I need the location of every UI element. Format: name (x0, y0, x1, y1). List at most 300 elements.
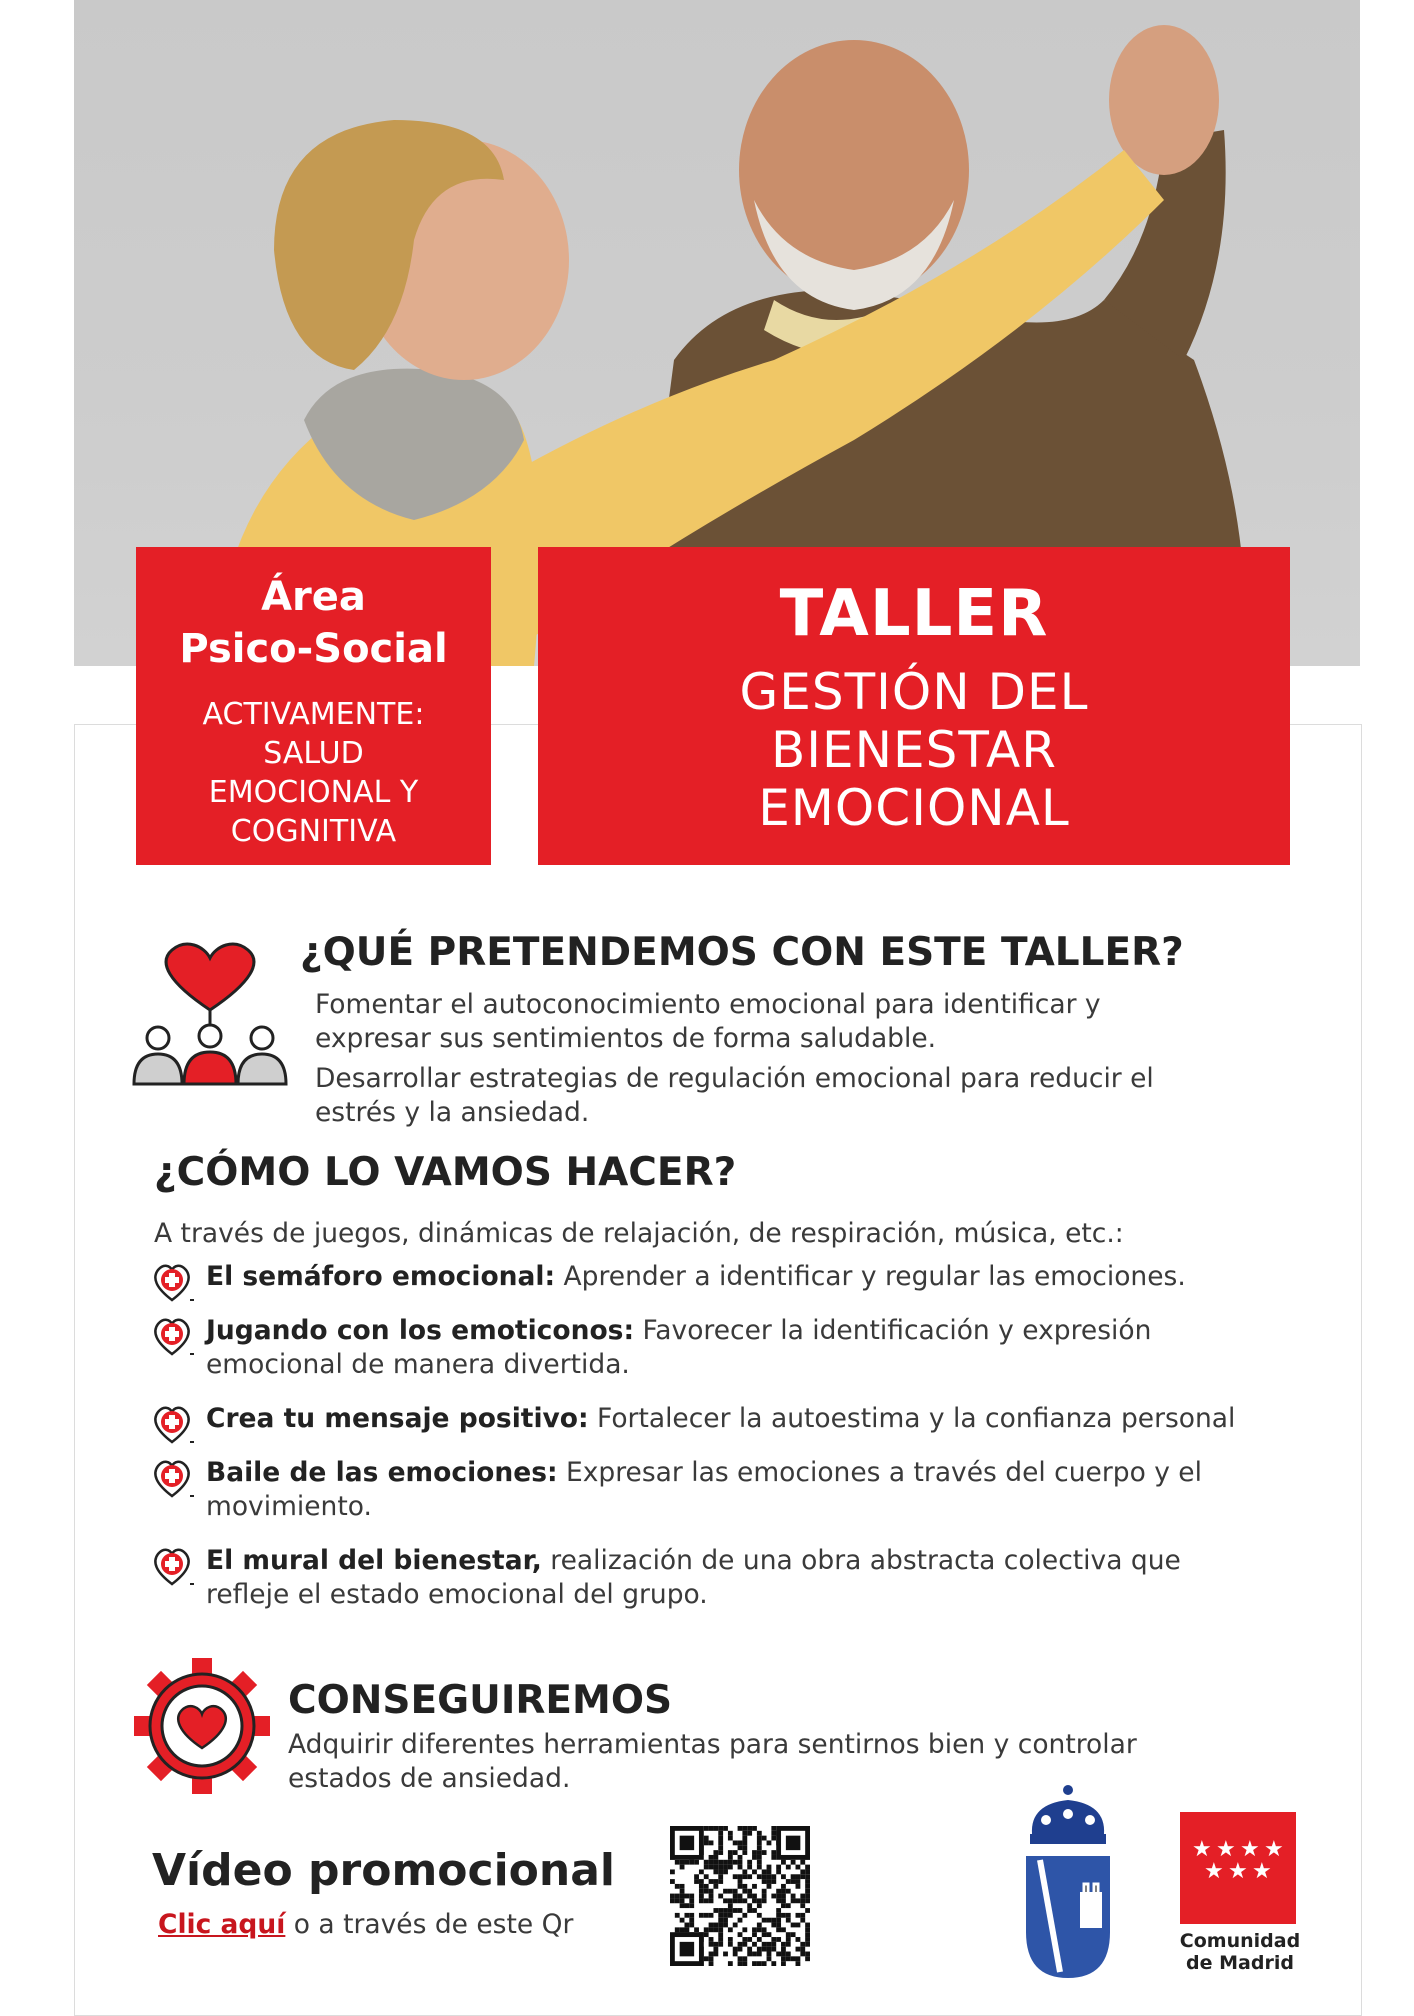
qr-module (723, 1826, 728, 1831)
qr-module (718, 1874, 723, 1879)
qr-module (713, 1947, 718, 1952)
comunidad-madrid-logo (1180, 1812, 1296, 1924)
qr-module (767, 1865, 772, 1870)
qr-module (718, 1937, 723, 1942)
qr-module (742, 1850, 747, 1855)
video-link[interactable]: Clic aquí (158, 1909, 286, 1940)
qr-code[interactable] (670, 1826, 810, 1966)
qr-module (680, 1898, 685, 1903)
qr-module (738, 1874, 743, 1879)
qr-module (738, 1932, 743, 1937)
svg-text:★: ★ (1252, 1859, 1272, 1884)
qr-module (738, 1884, 743, 1889)
qr-module (781, 1947, 786, 1952)
qr-module (771, 1947, 776, 1952)
qr-module (684, 1913, 689, 1918)
qr-module (762, 1879, 767, 1884)
qr-module (757, 1855, 762, 1860)
qr-module (680, 1942, 694, 1956)
qr-module (733, 1850, 738, 1855)
qr-module (689, 1903, 694, 1908)
qr-module (733, 1898, 738, 1903)
qr-module (709, 1913, 714, 1918)
activity-description: Aprender a identificar y regular las emociones. (555, 1261, 1186, 1292)
qr-module (738, 1961, 743, 1966)
qr-module (713, 1927, 718, 1932)
qr-module (776, 1865, 781, 1870)
qr-module (800, 1869, 805, 1874)
qr-module (728, 1889, 733, 1894)
qr-module (800, 1913, 805, 1918)
qr-module (752, 1952, 757, 1957)
qr-module (680, 1836, 694, 1850)
qr-module (776, 1952, 781, 1957)
comunidad-madrid-name (1166, 1930, 1314, 1974)
qr-module (728, 1903, 733, 1908)
qr-module (709, 1894, 714, 1899)
qr-module (752, 1855, 757, 1860)
qr-module (752, 1932, 757, 1937)
svg-text:★: ★ (1216, 1837, 1236, 1862)
qr-module (747, 1865, 752, 1870)
area-title (136, 571, 491, 675)
activity-item (150, 1544, 1330, 1612)
area-subtitle-line: EMOCIONAL Y (208, 775, 419, 810)
area-subtitle-line: COGNITIVA (230, 814, 397, 849)
qr-module (738, 1826, 743, 1831)
qr-module (796, 1923, 801, 1928)
qr-module (786, 1956, 791, 1961)
qr-module (713, 1908, 718, 1913)
qr-module (728, 1927, 733, 1932)
qr-module (713, 1884, 718, 1889)
qr-module (718, 1942, 723, 1947)
activity-description: Fortalecer la autoestima y la confianza personal (588, 1403, 1236, 1434)
qr-module (675, 1898, 680, 1903)
qr-module (747, 1908, 752, 1913)
video-rest-text: o a través de este Qr (285, 1909, 574, 1940)
qr-module (709, 1865, 714, 1870)
svg-text:★: ★ (1204, 1859, 1224, 1884)
qr-module (805, 1884, 810, 1889)
qr-module (781, 1942, 786, 1947)
qr-module (675, 1913, 680, 1918)
qr-module (689, 1860, 694, 1865)
qr-module (718, 1913, 723, 1918)
qr-module (762, 1850, 767, 1855)
conseguiremos-line: Adquirir diferentes herramientas para sentirnos bien y controlar (288, 1729, 1137, 1760)
qr-module (747, 1894, 752, 1899)
qr-module (738, 1956, 743, 1961)
heart-cross-icon (150, 1402, 194, 1446)
qr-module (709, 1826, 714, 1831)
qr-module (800, 1942, 805, 1947)
qr-module (704, 1826, 709, 1831)
qr-module (757, 1898, 762, 1903)
qr-module (738, 1947, 743, 1952)
qr-module (786, 1918, 791, 1923)
qr-module (752, 1869, 757, 1874)
qr-module (786, 1865, 791, 1870)
qr-module (738, 1860, 743, 1865)
qr-module (670, 1894, 675, 1899)
qr-module (752, 1961, 757, 1966)
qr-module (718, 1860, 723, 1865)
qr-module (699, 1894, 704, 1899)
qr-module (718, 1831, 723, 1836)
qr-module (791, 1956, 796, 1961)
que-pretendemos-title: ¿QUÉ PRETENDEMOS CON ESTE TALLER? (300, 930, 1184, 975)
qr-module (786, 1932, 791, 1937)
qr-module (723, 1889, 728, 1894)
qr-module (781, 1874, 786, 1879)
qr-module (767, 1942, 772, 1947)
qr-module (776, 1908, 781, 1913)
qr-module (762, 1932, 767, 1937)
qr-module (675, 1860, 680, 1865)
madrid-name-line: de Madrid (1186, 1952, 1294, 1974)
qr-module (718, 1826, 723, 1831)
qr-module (757, 1961, 762, 1966)
qr-module (776, 1937, 781, 1942)
qr-module (713, 1942, 718, 1947)
qr-module (771, 1831, 776, 1836)
qr-module (747, 1947, 752, 1952)
activity-description: Favorecer la identificación y expresión (634, 1315, 1152, 1346)
qr-module (800, 1894, 805, 1899)
qr-module (781, 1884, 786, 1889)
qr-module (704, 1898, 709, 1903)
taller-subtitle-line: EMOCIONAL (758, 779, 1070, 837)
qr-module (767, 1952, 772, 1957)
qr-module (684, 1903, 689, 1908)
qr-module (728, 1855, 733, 1860)
qr-module (723, 1918, 728, 1923)
qr-module (752, 1850, 757, 1855)
qr-module (684, 1927, 689, 1932)
qr-module (752, 1898, 757, 1903)
video-line (158, 1908, 573, 1942)
qr-module (762, 1874, 767, 1879)
qr-module (796, 1874, 801, 1879)
activity-name: Crea tu mensaje positivo: (206, 1403, 589, 1434)
activity-item (150, 1456, 1330, 1524)
qr-module (767, 1932, 772, 1937)
que-line: expresar sus sentimientos de forma saludable. (315, 1023, 937, 1054)
qr-module (771, 1850, 776, 1855)
qr-module (771, 1923, 776, 1928)
qr-module (781, 1956, 786, 1961)
qr-module (757, 1840, 762, 1845)
qr-module (762, 1889, 767, 1894)
qr-module (723, 1908, 728, 1913)
qr-module (742, 1913, 747, 1918)
qr-module (733, 1860, 738, 1865)
qr-module (757, 1952, 762, 1957)
conseguiremos-text (288, 1728, 1308, 1796)
qr-module (709, 1942, 714, 1947)
taller-subtitle-line: BIENESTAR (771, 721, 1057, 779)
qr-module (791, 1894, 796, 1899)
que-paragraph (315, 1062, 1265, 1130)
qr-module (747, 1831, 752, 1836)
que-line: estrés y la ansiedad. (315, 1097, 590, 1128)
qr-module (742, 1889, 747, 1894)
qr-module (680, 1918, 685, 1923)
madrid-name-line: Comunidad (1179, 1930, 1301, 1952)
qr-module (757, 1836, 762, 1841)
qr-module (704, 1874, 709, 1879)
qr-module (689, 1918, 694, 1923)
activity-item (150, 1402, 1330, 1436)
activity-text (206, 1456, 1330, 1524)
qr-module (713, 1865, 718, 1870)
qr-module (742, 1836, 747, 1841)
qr-module (747, 1826, 752, 1831)
qr-module (767, 1874, 772, 1879)
qr-module (733, 1908, 738, 1913)
qr-module (704, 1860, 709, 1865)
qr-module (747, 1874, 752, 1879)
qr-module (680, 1894, 685, 1899)
qr-module (805, 1865, 810, 1870)
qr-module (718, 1869, 723, 1874)
svg-text:★: ★ (1192, 1837, 1212, 1862)
qr-module (757, 1913, 762, 1918)
qr-module (805, 1952, 810, 1957)
qr-module (680, 1884, 685, 1889)
qr-module (684, 1923, 689, 1928)
qr-module (694, 1860, 699, 1865)
qr-module (738, 1894, 743, 1899)
taller-title: TALLER (779, 577, 1049, 651)
activity-text (206, 1260, 1330, 1294)
activity-name: El mural del bienestar, (206, 1545, 542, 1576)
qr-module (767, 1879, 772, 1884)
qr-module (723, 1860, 728, 1865)
qr-module (675, 1884, 680, 1889)
qr-module (800, 1860, 805, 1865)
qr-module (699, 1884, 704, 1889)
qr-module (738, 1908, 743, 1913)
qr-module (713, 1826, 718, 1831)
qr-module (767, 1884, 772, 1889)
qr-module (786, 1952, 791, 1957)
qr-module (776, 1913, 781, 1918)
qr-module (709, 1855, 714, 1860)
qr-module (699, 1898, 704, 1903)
qr-module (689, 1898, 694, 1903)
qr-module (742, 1942, 747, 1947)
qr-module (699, 1879, 704, 1884)
qr-module (776, 1889, 781, 1894)
conseguiremos-line: estados de ansiedad. (288, 1763, 571, 1794)
qr-module (800, 1903, 805, 1908)
qr-module (771, 1855, 776, 1860)
qr-module (728, 1961, 733, 1966)
qr-module (704, 1932, 709, 1937)
qr-module (747, 1903, 752, 1908)
qr-module (747, 1889, 752, 1894)
qr-module (709, 1860, 714, 1865)
activity-text (206, 1314, 1330, 1382)
qr-module (718, 1894, 723, 1899)
activity-text (206, 1544, 1330, 1612)
qr-module (762, 1927, 767, 1932)
qr-module (733, 1947, 738, 1952)
qr-module (742, 1937, 747, 1942)
qr-module (713, 1855, 718, 1860)
qr-module (713, 1923, 718, 1928)
qr-module (747, 1952, 752, 1957)
qr-module (723, 1865, 728, 1870)
qr-module (713, 1869, 718, 1874)
qr-module (723, 1952, 728, 1957)
heart-cross-icon (150, 1314, 194, 1358)
qr-module (762, 1869, 767, 1874)
taller-subtitle-line: GESTIÓN DEL (739, 663, 1089, 721)
que-pretendemos-text (315, 988, 1265, 1136)
qr-module (728, 1831, 733, 1836)
qr-module (771, 1894, 776, 1899)
qr-module (718, 1932, 723, 1937)
qr-module (738, 1879, 743, 1884)
activity-description: realización de una obra abstracta colectiva que (541, 1545, 1181, 1576)
qr-module (728, 1913, 733, 1918)
qr-module (713, 1879, 718, 1884)
municipal-coat-of-arms-icon (1020, 1782, 1116, 1982)
qr-module (742, 1840, 747, 1845)
qr-module (713, 1860, 718, 1865)
qr-module (796, 1961, 801, 1966)
area-subtitle (136, 695, 491, 851)
qr-module (781, 1894, 786, 1899)
qr-module (709, 1961, 714, 1966)
qr-module (757, 1903, 762, 1908)
qr-module (670, 1869, 675, 1874)
qr-module (742, 1831, 747, 1836)
qr-module (771, 1874, 776, 1879)
qr-module (728, 1898, 733, 1903)
qr-module (786, 1942, 791, 1947)
qr-module (728, 1942, 733, 1947)
qr-module (738, 1865, 743, 1870)
qr-module (742, 1898, 747, 1903)
qr-module (757, 1845, 762, 1850)
qr-module (684, 1894, 689, 1899)
qr-module (800, 1952, 805, 1957)
activity-name: Jugando con los emoticonos: (206, 1315, 635, 1346)
qr-module (757, 1874, 762, 1879)
qr-module (771, 1879, 776, 1884)
qr-module (733, 1889, 738, 1894)
que-line: Desarrollar estrategias de regulación emocional para reducir el (315, 1063, 1154, 1094)
area-psico-social-box (136, 547, 491, 865)
qr-module (805, 1874, 810, 1879)
qr-module (791, 1879, 796, 1884)
qr-module (796, 1898, 801, 1903)
qr-module (791, 1898, 796, 1903)
qr-module (742, 1826, 747, 1831)
qr-module (704, 1927, 709, 1932)
qr-module (704, 1840, 709, 1845)
qr-module (684, 1860, 689, 1865)
qr-module (675, 1894, 680, 1899)
qr-module (800, 1874, 805, 1879)
qr-module (796, 1947, 801, 1952)
activity-item (150, 1314, 1330, 1382)
qr-module (781, 1961, 786, 1966)
gear-heart-icon (132, 1656, 272, 1796)
qr-module (805, 1898, 810, 1903)
qr-module (781, 1898, 786, 1903)
qr-module (738, 1942, 743, 1947)
qr-module (805, 1879, 810, 1884)
qr-module (699, 1869, 704, 1874)
qr-module (805, 1937, 810, 1942)
qr-module (738, 1845, 743, 1850)
qr-module (796, 1937, 801, 1942)
qr-module (752, 1894, 757, 1899)
qr-module (704, 1913, 709, 1918)
qr-module (728, 1937, 733, 1942)
qr-module (704, 1889, 709, 1894)
qr-module (738, 1840, 743, 1845)
activities-list (150, 1260, 1330, 1632)
qr-module (680, 1927, 685, 1932)
qr-module (762, 1898, 767, 1903)
qr-module (805, 1956, 810, 1961)
qr-module (771, 1937, 776, 1942)
qr-module (762, 1918, 767, 1923)
taller-title-box (538, 547, 1290, 865)
qr-module (718, 1908, 723, 1913)
qr-module (781, 1913, 786, 1918)
heart-people-icon (128, 938, 292, 1088)
qr-module (709, 1840, 714, 1845)
qr-module (733, 1923, 738, 1928)
qr-module (805, 1889, 810, 1894)
como-intro: A través de juegos, dinámicas de relajación, de respiración, música, etc.: (154, 1218, 1124, 1249)
qr-module (757, 1860, 762, 1865)
area-subtitle-line: SALUD (263, 736, 364, 771)
qr-module (718, 1845, 723, 1850)
qr-module (718, 1840, 723, 1845)
que-paragraph (315, 988, 1265, 1056)
qr-module (675, 1927, 680, 1932)
qr-module (800, 1898, 805, 1903)
qr-module (786, 1879, 791, 1884)
qr-module (771, 1836, 776, 1841)
qr-module (762, 1947, 767, 1952)
qr-module (728, 1836, 733, 1841)
qr-module (786, 1836, 800, 1850)
qr-module (680, 1889, 685, 1894)
qr-module (805, 1932, 810, 1937)
qr-module (805, 1923, 810, 1928)
qr-module (757, 1865, 762, 1870)
qr-module (771, 1942, 776, 1947)
qr-module (704, 1956, 709, 1961)
qr-module (762, 1836, 767, 1841)
qr-module (800, 1918, 805, 1923)
qr-module (680, 1903, 685, 1908)
qr-module (699, 1889, 704, 1894)
activity-name: Baile de las emociones: (206, 1457, 558, 1488)
como-title: ¿CÓMO LO VAMOS HACER? (154, 1150, 737, 1195)
qr-module (776, 1869, 781, 1874)
qr-module (670, 1898, 675, 1903)
